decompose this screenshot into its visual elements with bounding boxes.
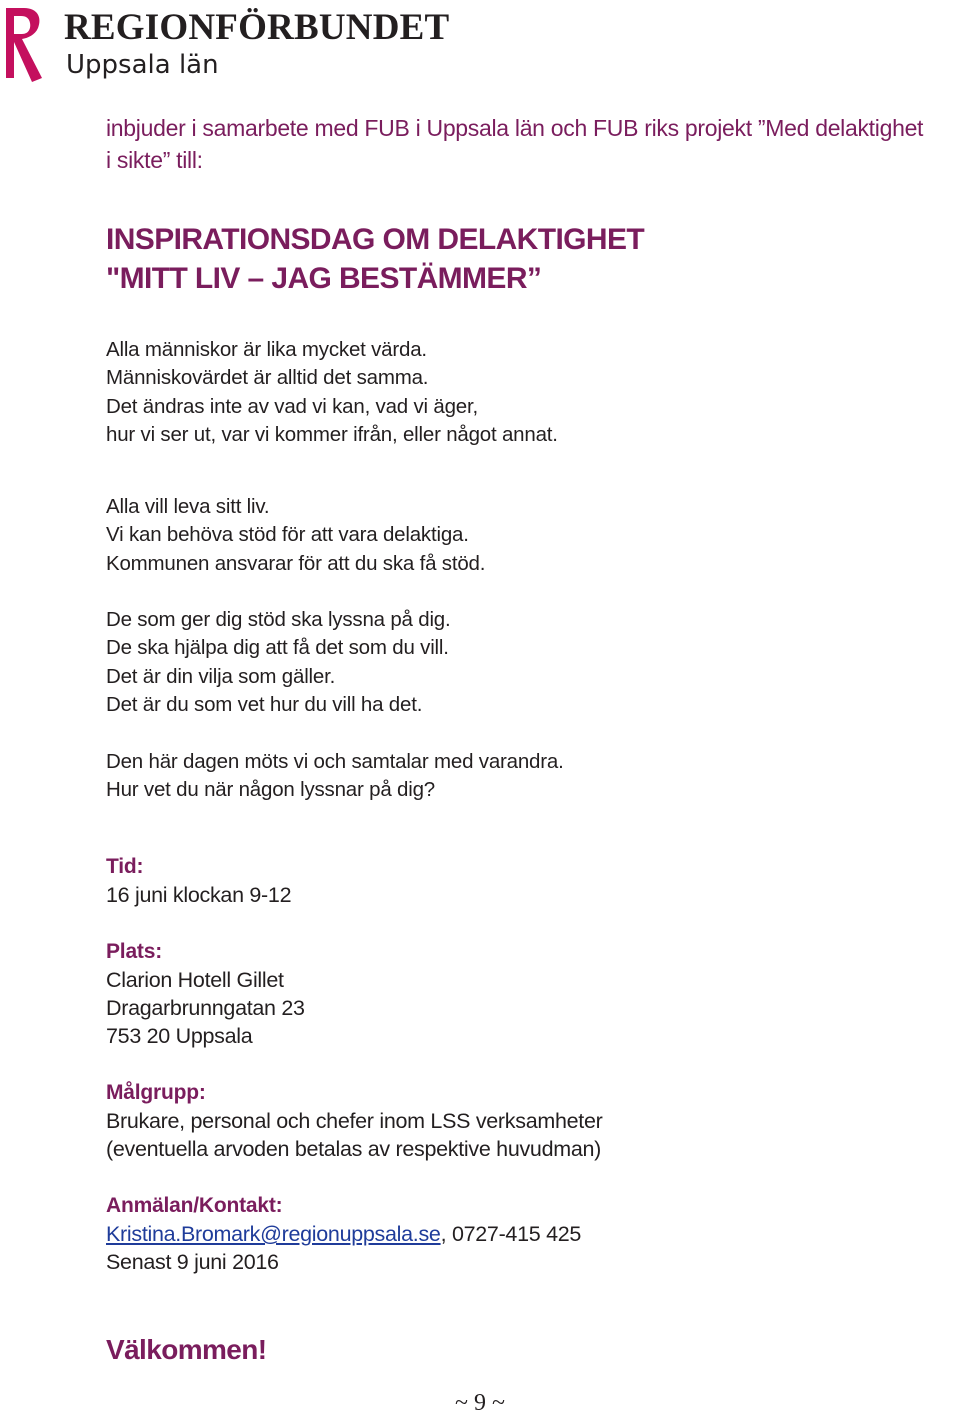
place-line: Dragarbrunngatan 23 — [106, 996, 305, 1020]
paragraph-line: Det ändras inte av vad vi kan, vad vi äger, — [106, 394, 479, 418]
place-line: Clarion Hotell Gillet — [106, 968, 284, 992]
intro-text — [106, 112, 956, 176]
audience-label: Målgrupp: — [106, 1081, 206, 1104]
place-label: Plats: — [106, 940, 162, 963]
contact-label: Anmälan/Kontakt: — [106, 1194, 283, 1217]
intro-line: inbjuder i samarbete med FUB i Uppsala län och FUB riks projekt ”Med delaktighet — [106, 115, 924, 141]
paragraph-line: Det är din vilja som gäller. — [106, 664, 336, 688]
paragraph-line: Den här dagen möts vi och samtalar med varandra. — [106, 750, 564, 773]
paragraph-line: Människovärdet är alltid det samma. — [106, 366, 429, 390]
event-title-line: "MITT LIV – JAG BESTÄMMER” — [106, 262, 542, 295]
paragraph-line: hur vi ser ut, var vi kommer ifrån, eller något annat. — [106, 422, 558, 446]
paragraph-line: De som ger dig stöd ska lyssna på dig. — [106, 608, 451, 631]
time-label: Tid: — [106, 855, 144, 878]
paragraph-line: Alla vill leva sitt liv. — [106, 495, 270, 518]
paragraph-line: Kommunen ansvarar för att du ska få stöd. — [106, 551, 486, 575]
contact-email-link[interactable]: Kristina.Bromark@regionuppsala.se — [106, 1222, 441, 1246]
paragraph-line: De ska hjälpa dig att få det som du vill. — [106, 636, 449, 660]
time-value: 16 juni klockan 9-12 — [106, 883, 292, 907]
intro-line: i sikte” till: — [106, 147, 203, 173]
invitation-content — [106, 112, 956, 1365]
event-title-line: INSPIRATIONSDAG OM DELAKTIGHET — [106, 223, 645, 256]
paragraph-line: Vi kan behöva stöd för att vara delaktiga. — [106, 523, 469, 547]
regionforbundet-logo-icon — [2, 4, 46, 84]
audience-line: (eventuella arvoden betalas av respektive huvudman) — [106, 1137, 602, 1161]
welcome-text: Välkommen! — [106, 1334, 267, 1365]
paragraph-listen — [106, 606, 451, 719]
event-title — [106, 220, 644, 298]
deadline: Senast 9 juni 2016 — [106, 1250, 279, 1274]
logo-subtitle: Uppsala län — [66, 50, 219, 80]
paragraph-line: Hur vet du när någon lyssnar på dig? — [106, 778, 435, 802]
contact-phone: , 0727-415 425 — [440, 1222, 582, 1246]
paragraph-day — [106, 748, 564, 805]
paragraph-line: Det är du som vet hur du vill ha det. — [106, 692, 423, 716]
place-line: 753 20 Uppsala — [106, 1024, 253, 1048]
paragraph-line: Alla människor är lika mycket värda. — [106, 338, 427, 361]
logo-name: REGIONFÖRBUNDET — [64, 7, 450, 48]
contact-line — [106, 1220, 581, 1248]
page-number: ~ 9 ~ — [455, 1390, 505, 1416]
paragraph-support — [106, 493, 485, 578]
logo — [0, 0, 460, 92]
paragraph-values — [106, 336, 558, 449]
audience-line: Brukare, personal och chefer inom LSS verksamheter — [106, 1109, 603, 1133]
